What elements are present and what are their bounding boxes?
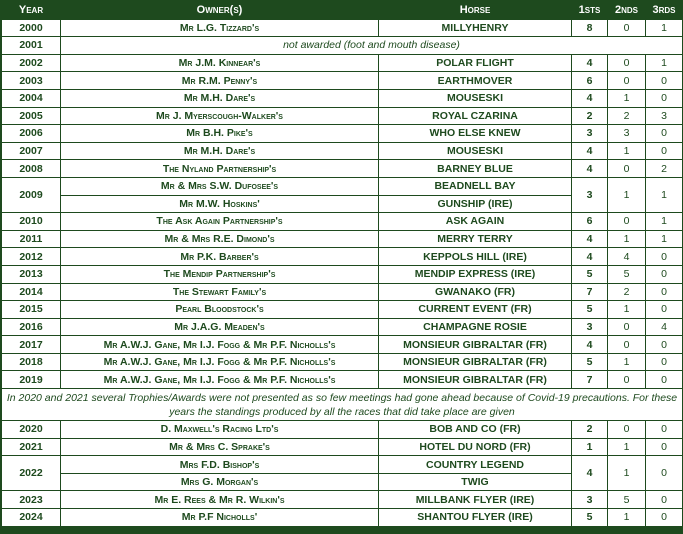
owner-cell: Mr B.H. Pike's [61,125,379,143]
thirds-cell: 1 [646,230,683,248]
owner-cell: Mr & Mrs C. Sprake's [61,438,379,456]
horse-cell: KEPPOLS HILL (IRE) [379,248,572,266]
thirds-cell: 1 [646,213,683,231]
horse-cell: MONSIEUR GIBRALTAR (FR) [379,353,572,371]
firsts-cell: 4 [572,336,608,354]
owner-cell: Mrs G. Morgan's [61,473,379,491]
thirds-cell: 0 [646,142,683,160]
seconds-cell: 0 [608,371,646,389]
firsts-cell: 5 [572,353,608,371]
seconds-cell: 4 [608,248,646,266]
owner-cell: Mr R.M. Penny's [61,72,379,90]
firsts-cell: 1 [572,438,608,456]
horse-cell: GWANAKO (FR) [379,283,572,301]
owner-cell: Mr J.M. Kinnear's [61,54,379,72]
horse-cell: CHAMPAGNE ROSIE [379,318,572,336]
thirds-cell: 4 [646,318,683,336]
thirds-cell: 0 [646,509,683,527]
firsts-cell: 3 [572,125,608,143]
table-row [2,353,683,371]
firsts-cell: 7 [572,283,608,301]
table-row [2,371,683,389]
header-horse: Horse [379,2,572,20]
horse-cell: WHO ELSE KNEW [379,125,572,143]
table-row [2,142,683,160]
horse-cell: POLAR FLIGHT [379,54,572,72]
table-row [2,301,683,319]
year-cell: 2016 [2,318,61,336]
owner-cell: The Nyland Partnership's [61,160,379,178]
seconds-cell: 5 [608,265,646,283]
owner-cell: Mr L.G. Tizzard's [61,19,379,37]
table-row [2,421,683,439]
owner-cell: Mr J. Myerscough-Walker's [61,107,379,125]
year-cell: 2013 [2,265,61,283]
thirds-cell: 1 [646,177,683,212]
year-cell: 2024 [2,509,61,527]
seconds-cell: 1 [608,438,646,456]
firsts-cell: 5 [572,265,608,283]
seconds-cell: 0 [608,54,646,72]
table-row [2,230,683,248]
thirds-cell: 0 [646,72,683,90]
year-cell: 2017 [2,336,61,354]
firsts-cell: 2 [572,107,608,125]
thirds-cell: 1 [646,19,683,37]
owner-cell: Mr E. Rees & Mr R. Wilkin's [61,491,379,509]
header-owner: Owner(s) [61,2,379,20]
seconds-cell: 1 [608,230,646,248]
horse-cell: TWIG [379,473,572,491]
firsts-cell: 3 [572,177,608,212]
header-row [2,2,683,20]
year-cell: 2018 [2,353,61,371]
firsts-cell: 4 [572,160,608,178]
horse-cell: SHANTOU FLYER (IRE) [379,509,572,527]
firsts-cell: 4 [572,54,608,72]
firsts-cell: 2 [572,421,608,439]
table-row [2,491,683,509]
year-cell: 2007 [2,142,61,160]
year-cell: 2020 [2,421,61,439]
horse-cell: COUNTRY LEGEND [379,456,572,474]
thirds-cell: 1 [646,54,683,72]
thirds-cell: 0 [646,248,683,266]
covid-note-row [2,389,683,421]
year-cell: 2009 [2,177,61,212]
year-cell: 2019 [2,371,61,389]
horse-cell: GUNSHIP (IRE) [379,195,572,213]
year-cell: 2021 [2,438,61,456]
year-cell: 2023 [2,491,61,509]
table-row [2,456,683,474]
owner-cell: Mr J.A.G. Meaden's [61,318,379,336]
table-row [2,336,683,354]
thirds-cell: 0 [646,283,683,301]
owner-cell: Mrs F.D. Bishop's [61,456,379,474]
owner-cell: Mr M.W. Hoskins' [61,195,379,213]
seconds-cell: 0 [608,213,646,231]
horse-cell: BOB AND CO (FR) [379,421,572,439]
results-table [1,1,683,527]
thirds-cell: 0 [646,89,683,107]
firsts-cell: 3 [572,318,608,336]
thirds-cell: 0 [646,336,683,354]
table-row [2,54,683,72]
year-cell: 2008 [2,160,61,178]
table-row [2,283,683,301]
horse-cell: BEADNELL BAY [379,177,572,195]
firsts-cell: 5 [572,301,608,319]
horse-cell: ASK AGAIN [379,213,572,231]
horse-cell: MOUSESKI [379,89,572,107]
seconds-cell: 0 [608,160,646,178]
seconds-cell: 0 [608,336,646,354]
horse-cell: CURRENT EVENT (FR) [379,301,572,319]
firsts-cell: 4 [572,89,608,107]
firsts-cell: 4 [572,456,608,491]
firsts-cell: 3 [572,491,608,509]
owner-cell: Mr A.W.J. Gane, Mr I.J. Fogg & Mr P.F. Nicholls's [61,336,379,354]
seconds-cell: 1 [608,177,646,212]
thirds-cell: 2 [646,160,683,178]
thirds-cell: 3 [646,107,683,125]
seconds-cell: 5 [608,491,646,509]
year-cell: 2001 [2,37,61,55]
owner-cell: The Stewart Family's [61,283,379,301]
seconds-cell: 1 [608,301,646,319]
table-body [2,19,683,526]
owner-cell: Mr P.F Nicholls' [61,509,379,527]
year-cell: 2022 [2,456,61,491]
owner-cell: The Mendip Partnership's [61,265,379,283]
owner-cell: Mr A.W.J. Gane, Mr I.J. Fogg & Mr P.F. Nicholls's [61,371,379,389]
thirds-cell: 0 [646,265,683,283]
year-cell: 2015 [2,301,61,319]
note-cell: not awarded (foot and mouth disease) [61,37,683,55]
owner-cell: Mr M.H. Dare's [61,142,379,160]
table-row [2,438,683,456]
header-firsts: 1sts [572,2,608,20]
firsts-cell: 6 [572,72,608,90]
table-row [2,213,683,231]
owner-cell: The Ask Again Partnership's [61,213,379,231]
year-cell: 2000 [2,19,61,37]
table-row [2,37,683,55]
year-cell: 2004 [2,89,61,107]
firsts-cell: 4 [572,142,608,160]
seconds-cell: 1 [608,89,646,107]
seconds-cell: 1 [608,353,646,371]
horse-cell: MONSIEUR GIBRALTAR (FR) [379,336,572,354]
owner-cell: Mr P.K. Barber's [61,248,379,266]
thirds-cell: 0 [646,438,683,456]
seconds-cell: 2 [608,283,646,301]
year-cell: 2012 [2,248,61,266]
thirds-cell: 0 [646,456,683,491]
year-cell: 2011 [2,230,61,248]
seconds-cell: 3 [608,125,646,143]
year-cell: 2003 [2,72,61,90]
table-row [2,318,683,336]
year-cell: 2014 [2,283,61,301]
thirds-cell: 0 [646,371,683,389]
firsts-cell: 5 [572,509,608,527]
owner-cell: D. Maxwell's Racing Ltd's [61,421,379,439]
year-cell: 2006 [2,125,61,143]
firsts-cell: 4 [572,248,608,266]
thirds-cell: 0 [646,301,683,319]
horse-cell: HOTEL DU NORD (FR) [379,438,572,456]
table-row [2,107,683,125]
table-row [2,509,683,527]
table-row [2,265,683,283]
owner-cell: Mr M.H. Dare's [61,89,379,107]
horse-cell: MONSIEUR GIBRALTAR (FR) [379,371,572,389]
table-row [2,89,683,107]
table-row [2,248,683,266]
firsts-cell: 6 [572,213,608,231]
horse-cell: ROYAL CZARINA [379,107,572,125]
seconds-cell: 2 [608,107,646,125]
owner-cell: Mr & Mrs R.E. Dimond's [61,230,379,248]
thirds-cell: 0 [646,125,683,143]
seconds-cell: 0 [608,72,646,90]
seconds-cell: 0 [608,19,646,37]
thirds-cell: 0 [646,421,683,439]
year-cell: 2002 [2,54,61,72]
year-cell: 2010 [2,213,61,231]
thirds-cell: 0 [646,353,683,371]
horse-cell: MERRY TERRY [379,230,572,248]
owner-cell: Mr A.W.J. Gane, Mr I.J. Fogg & Mr P.F. Nicholls's [61,353,379,371]
header-seconds: 2nds [608,2,646,20]
seconds-cell: 1 [608,142,646,160]
horse-cell: BARNEY BLUE [379,160,572,178]
horse-cell: MOUSESKI [379,142,572,160]
covid-note: In 2020 and 2021 several Trophies/Awards were not presented as so few meetings had gone ahead because of Covid-19 precautions. For these years the standings produced by all the races that did take place are given [2,389,683,421]
horse-cell: MENDIP EXPRESS (IRE) [379,265,572,283]
seconds-cell: 0 [608,421,646,439]
table-row [2,125,683,143]
horse-cell: MILLBANK FLYER (IRE) [379,491,572,509]
horse-cell: EARTHMOVER [379,72,572,90]
table-row [2,177,683,195]
firsts-cell: 4 [572,230,608,248]
header-thirds: 3rds [646,2,683,20]
firsts-cell: 8 [572,19,608,37]
table-row [2,19,683,37]
firsts-cell: 7 [572,371,608,389]
horse-cell: MILLYHENRY [379,19,572,37]
owner-cell: Mr & Mrs S.W. Dufosee's [61,177,379,195]
header-year: Year [2,2,61,20]
table-row [2,72,683,90]
thirds-cell: 0 [646,491,683,509]
seconds-cell: 1 [608,456,646,491]
seconds-cell: 1 [608,509,646,527]
year-cell: 2005 [2,107,61,125]
owner-cell: Pearl Bloodstock's [61,301,379,319]
seconds-cell: 0 [608,318,646,336]
table-row [2,160,683,178]
